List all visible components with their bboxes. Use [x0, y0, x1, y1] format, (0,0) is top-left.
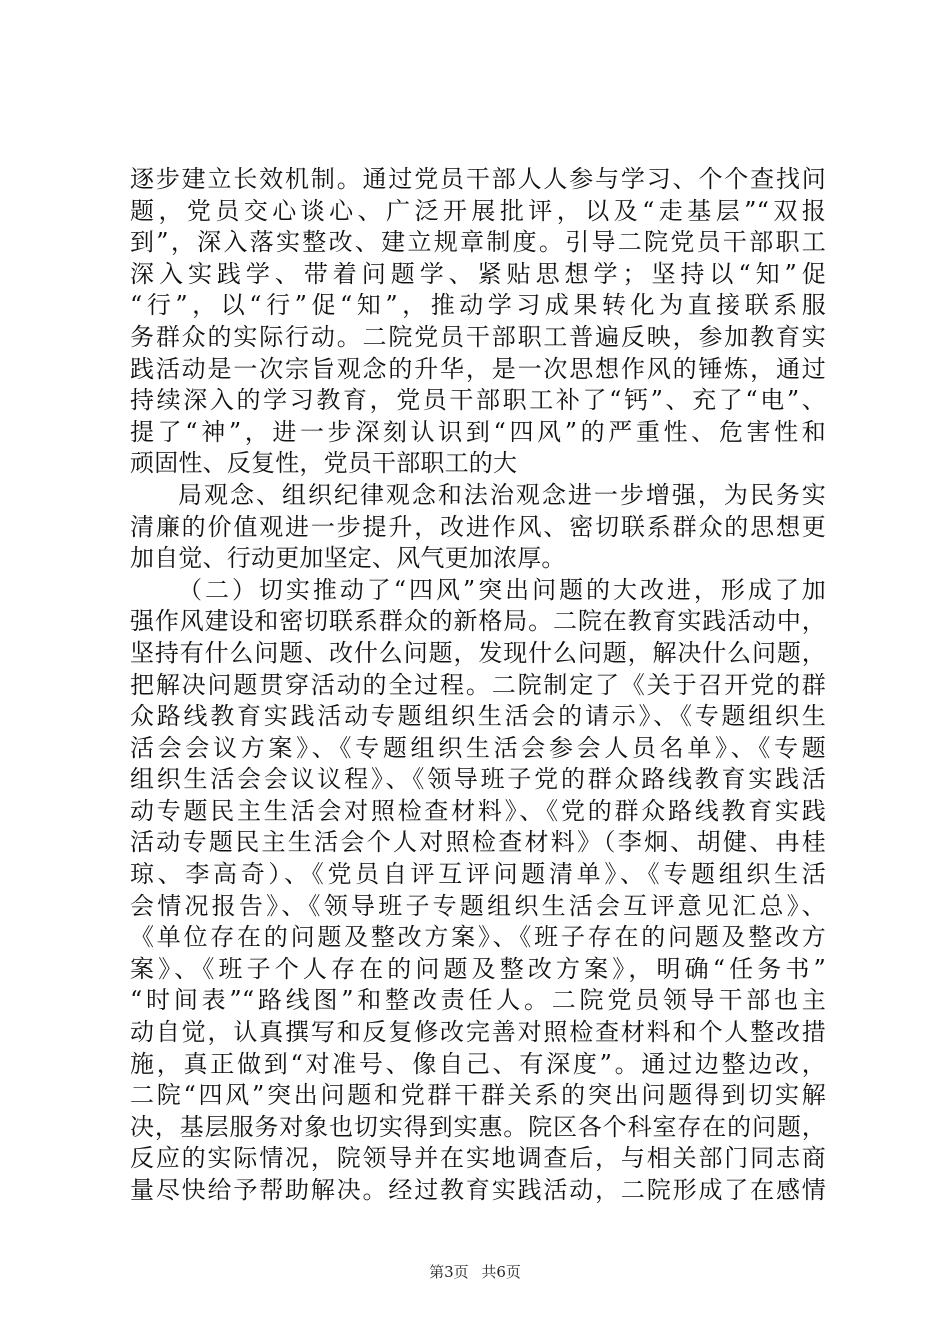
text-line: 活动专题民主生活会个人对照检查材料》（李炯、胡健、冉桂	[130, 828, 826, 857]
text-line: 反应的实际情况，院领导并在实地调查后，与相关部门同志商	[130, 1144, 826, 1173]
text-line: 活会会议方案》、《专题组织生活会参会人员名单》、《专题	[130, 733, 826, 762]
text-line: 会情况报告》、《领导班子专题组织生活会互评意见汇总》、	[130, 891, 826, 920]
text-line: 持续深入的学习教育，党员干部职工补了“钙”、充了“电”、	[130, 386, 826, 415]
text-line: 清廉的价值观进一步提升，改进作风、密切联系群众的思想更	[130, 512, 826, 541]
text-line: 二院“四风”突出问题和党群干群关系的突出问题得到切实解	[130, 1081, 826, 1110]
text-line: 决，基层服务对象也切实得到实惠。院区各个科室存在的问题，	[130, 1112, 826, 1141]
text-line: 《单位存在的问题及整改方案》、《班子存在的问题及整改方	[130, 923, 826, 952]
text-line: 坚持有什么问题、改什么问题，发现什么问题，解决什么问题，	[130, 638, 826, 667]
text-line: 顽固性、反复性，党员干部职工的大	[130, 449, 518, 478]
text-line: 案》、《班子个人存在的问题及整改方案》，明确“任务书”	[130, 954, 826, 983]
text-line: 加自觉、行动更加坚定、风气更加浓厚。	[130, 544, 566, 573]
text-line: 逐步建立长效机制。通过党员干部人人参与学习、个个查找问	[130, 165, 826, 193]
text-line: 题，党员交心谈心、广泛开展批评，以及“走基层”“双报	[130, 196, 826, 225]
text-line: “行”，以“行”促“知”，推动学习成果转化为直接联系服	[130, 291, 826, 320]
text-line: 动专题民主生活会对照检查材料》、《党的群众路线教育实践	[130, 796, 826, 825]
text-line: 局观念、组织纪律观念和法治观念进一步增强，为民务实	[178, 480, 826, 509]
text-line: 践活动是一次宗旨观念的升华，是一次思想作风的锤炼，通过	[130, 354, 826, 383]
text-line: 把解决问题贯穿活动的全过程。二院制定了《关于召开党的群	[130, 670, 826, 699]
text-line: 琼、李高奇）、《党员自评互评问题清单》、《专题组织生活	[130, 860, 826, 889]
page-number: 第3页	[429, 1263, 469, 1281]
text-line: 到”，深入落实整改、建立规章制度。引导二院党员干部职工	[130, 228, 826, 257]
section-heading-line: （二）切实推动了“四风”突出问题的大改进，形成了加	[178, 575, 826, 604]
text-line: 强作风建设和密切联系群众的新格局。二院在教育实践活动中，	[130, 607, 826, 636]
text-line: 务群众的实际行动。二院党员干部职工普遍反映，参加教育实	[130, 322, 826, 351]
text-line: 众路线教育实践活动专题组织生活会的请示》、《专题组织生	[130, 702, 826, 731]
text-line: 组织生活会会议议程》、《领导班子党的群众路线教育实践活	[130, 765, 826, 794]
document-body	[130, 164, 826, 1207]
text-line: “时间表”“路线图”和整改责任人。二院党员领导干部也主	[130, 986, 826, 1015]
text-line: 提了“神”，进一步深刻认识到“四风”的严重性、危害性和	[130, 417, 826, 446]
text-line: 动自觉，认真撰写和反复修改完善对照检查材料和个人整改措	[130, 1018, 826, 1047]
text-line: 施，真正做到“对准号、像自己、有深度”。通过边整边改，	[130, 1049, 826, 1078]
text-line: 量尽快给予帮助解决。经过教育实践活动，二院形成了在感情	[130, 1176, 826, 1204]
page-footer	[0, 1262, 950, 1282]
text-line: 深入实践学、带着问题学、紧贴思想学；坚持以“知”促	[130, 259, 826, 288]
page-total: 共6页	[481, 1263, 521, 1281]
